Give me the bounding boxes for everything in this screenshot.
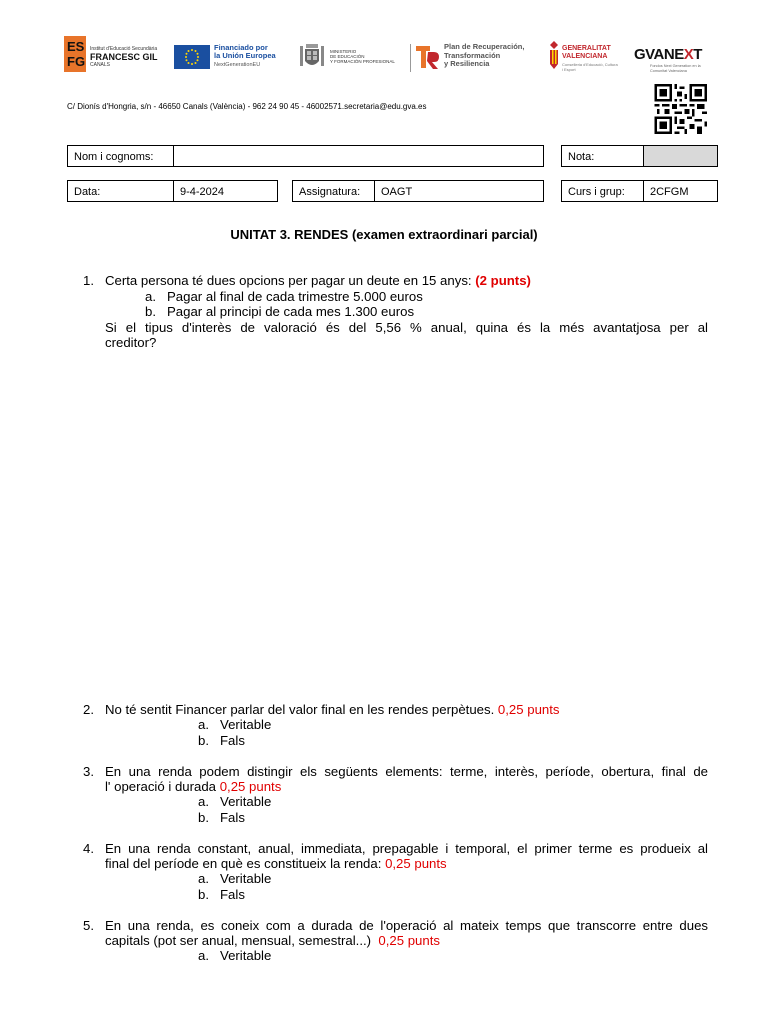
subject-field-box (292, 180, 544, 202)
ministry-line-3: Y FORMACIÓN PROFESIONAL (330, 59, 395, 65)
option-a[interactable] (145, 289, 423, 305)
option-text: Fals (220, 810, 245, 825)
option-letter: b. (198, 810, 209, 825)
generalitat-line-1: GENERALITAT (562, 45, 611, 52)
school-logo-letters-bottom: FG (67, 54, 86, 69)
gvanext-word-c: T (693, 46, 702, 63)
ministry-text (330, 49, 406, 65)
question-number: 2. (83, 702, 94, 717)
question-points: 0,25 punts (378, 933, 440, 948)
grade-label: Nota: (562, 146, 644, 166)
date-value[interactable]: 9-4-2024 (180, 186, 225, 198)
generalitat-logo (548, 36, 618, 78)
recovery-plan-logo (410, 36, 540, 78)
option-b[interactable] (198, 733, 245, 749)
gvanext-sub: Fondos Next Generation en la Comunitat Valenciana (650, 64, 701, 73)
option-text: Veritable (220, 794, 272, 809)
school-logo-mark (64, 36, 86, 72)
eu-funding-logo (174, 36, 284, 78)
eu-flag-icon (174, 45, 210, 69)
generalitat-text (562, 45, 618, 72)
school-logo-town: CANALS (90, 62, 111, 68)
option-a[interactable] (198, 871, 271, 887)
question-points: (2 punts) (475, 273, 531, 288)
question-text-line-1: En una renda constant, anual, immediata, prepagable i temporal, el primer terme es produeix al (105, 841, 708, 856)
ministry-line-1: MINISTERIO (330, 49, 357, 54)
option-letter: b. (145, 304, 156, 319)
question-followup-line-1: Si el tipus d'interès de valoració és del 5,56 % anual, quina és la més avantatjosa per al (105, 320, 708, 335)
eu-line-2: la Unión Europea (214, 51, 276, 60)
course-field-box (561, 180, 718, 202)
gvanext-word-a: GVANE (634, 46, 684, 63)
option-text: Veritable (220, 871, 272, 886)
option-text: Veritable (220, 717, 272, 732)
question-text: No té sentit Financer parlar del valor final en les rendes perpètues. (105, 702, 495, 717)
name-label: Nom i cognoms: (68, 146, 174, 166)
recovery-plan-text (444, 43, 540, 69)
question-points: 0,25 punts (385, 856, 447, 871)
gvanext-wordmark (634, 46, 702, 63)
generalitat-emblem-icon (548, 41, 560, 69)
generalitat-line-2: VALENCIANA (562, 53, 608, 60)
exam-title: UNITAT 3. RENDES (examen extraordinari parcial) (230, 227, 538, 242)
plan-line-3: y Resiliencia (444, 59, 490, 68)
recovery-plan-icon (416, 44, 440, 70)
grade-field-box (561, 145, 718, 167)
plan-line-2: Transformación (444, 50, 501, 60)
spain-coat-of-arms-icon (298, 40, 326, 72)
option-text: Fals (220, 887, 245, 902)
answer-area[interactable] (70, 355, 710, 695)
date-field-box (67, 180, 278, 202)
option-letter: a. (198, 871, 209, 886)
option-letter: b. (198, 733, 209, 748)
eu-line-3: NextGenerationEU (214, 62, 261, 68)
option-text: Veritable (220, 948, 272, 963)
option-b[interactable] (198, 810, 245, 826)
school-logo-name: FRANCESC GIL (90, 52, 158, 62)
option-text: Fals (220, 733, 245, 748)
course-value[interactable]: 2CFGM (650, 186, 689, 198)
qr-code-icon (654, 84, 707, 134)
eu-funding-text (214, 44, 286, 69)
option-letter: a. (198, 948, 209, 963)
question-number: 5. (83, 918, 94, 933)
question-number: 4. (83, 841, 94, 856)
school-logo-small: Institut d'Educació Secundària (90, 46, 158, 52)
school-logo (64, 36, 168, 78)
subject-value[interactable]: OAGT (381, 186, 413, 198)
name-input[interactable] (174, 146, 543, 166)
option-b[interactable] (198, 887, 245, 903)
name-field-box (67, 145, 544, 167)
question-text-line-2: capitals (pot ser anual, mensual, semestral...) (105, 933, 372, 948)
generalitat-sub: Conselleria d'Educació, Cultura i Esport (562, 62, 618, 72)
school-address: C/ Dionís d'Hongria, s/n - 46650 Canals (València) - 962 24 90 45 - 46002571.secretaria@edu.gva.es (67, 102, 427, 111)
option-letter: a. (145, 289, 156, 304)
question-number: 3. (83, 764, 94, 779)
question-number: 1. (83, 273, 94, 288)
gvanext-logo (634, 36, 718, 78)
option-a[interactable] (198, 717, 271, 733)
date-label: Data: (68, 181, 174, 201)
question-points: 0,25 punts (219, 779, 282, 794)
grade-input[interactable] (644, 146, 717, 166)
logo-divider (410, 44, 411, 72)
school-logo-letters-top: ES (67, 39, 85, 54)
gvanext-word-b: X (683, 46, 694, 63)
option-a[interactable] (198, 948, 271, 964)
option-b[interactable] (145, 304, 414, 320)
question-followup-line-2: creditor? (105, 335, 157, 350)
question-points: 0,25 punts (497, 702, 560, 717)
ministry-logo (298, 36, 408, 78)
course-label: Curs i grup: (562, 181, 644, 201)
subject-label: Assignatura: (293, 181, 375, 201)
option-letter: a. (198, 717, 209, 732)
option-text: Pagar al final de cada trimestre 5.000 euros (167, 289, 423, 304)
header-logos (64, 36, 718, 78)
ministry-line-2: DE EDUCACIÓN (330, 54, 365, 60)
eu-line-1: Financiado por (214, 43, 268, 52)
question-text-line-1: En una renda podem distingir els següents elements: terme, interès, període, obertura, final de (105, 764, 708, 779)
question-text-line-2: final del període en què es constitueix la renda: (105, 856, 382, 871)
question-text-line-1: En una renda, es coneix com a durada de l'operació al mateix temps que transcorre entre dues (105, 918, 708, 933)
option-text: Pagar al principi de cada mes 1.300 euros (167, 304, 415, 319)
option-letter: b. (198, 887, 209, 902)
question-text-line-2: l' operació i durada (105, 779, 217, 794)
option-a[interactable] (198, 794, 271, 810)
question-text: Certa persona té dues opcions per pagar un deute en 15 anys: (105, 273, 472, 288)
option-letter: a. (198, 794, 209, 809)
school-logo-text (90, 46, 170, 68)
plan-line-1: Plan de Recuperación, (444, 42, 525, 51)
